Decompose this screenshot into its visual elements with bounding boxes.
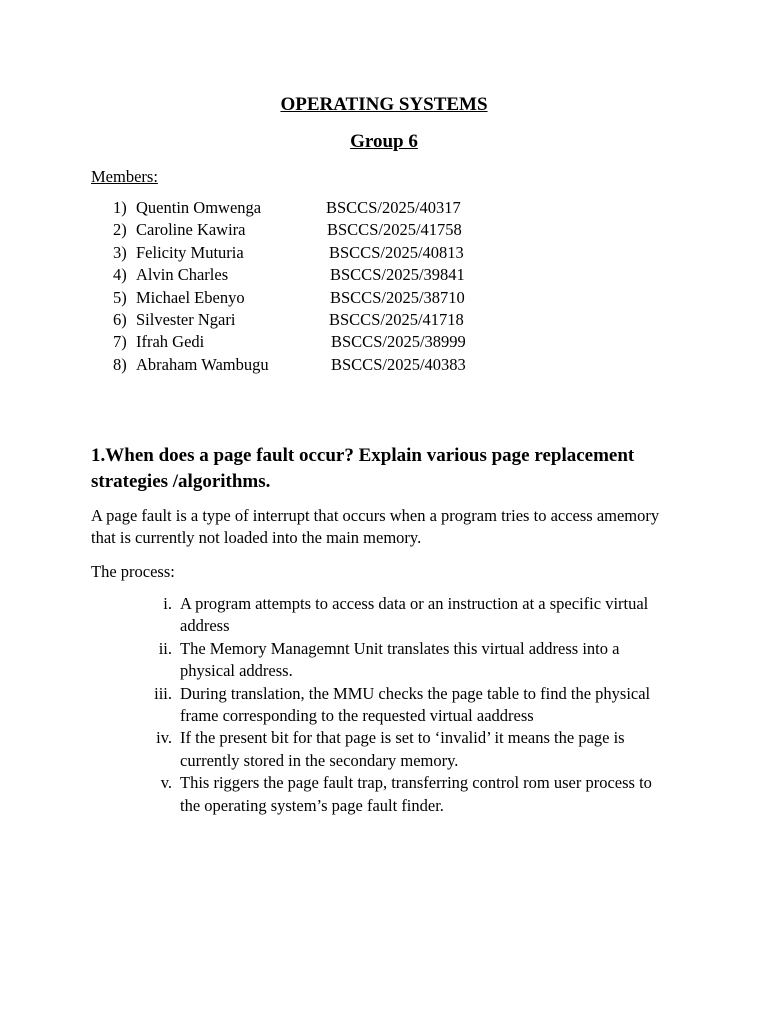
member-number: 6) (113, 309, 127, 329)
member-name: Abraham Wambugu (136, 354, 269, 374)
member-name: Michael Ebenyo (136, 287, 245, 307)
member-reg-number: BSCCS/2025/38710 (330, 287, 465, 307)
step-number: iii. (154, 683, 172, 703)
member-row (0, 243, 768, 265)
member-number: 8) (113, 354, 127, 374)
group-title: Group 6 (350, 131, 418, 152)
document-title: OPERATING SYSTEMS (280, 94, 488, 115)
step-number: v. (160, 773, 172, 793)
step-text: During translation, the MMU checks the page table to find the physical frame corresponding to the requested virtual aaddress (180, 683, 651, 726)
question-heading: 1.When does a page fault occur? Explain various page replacement strategies /algorithms. (91, 445, 635, 492)
step-text: A program attempts to access data or an instruction at a specific virtual address (180, 594, 649, 636)
member-number: 4) (113, 265, 127, 285)
member-row (0, 198, 768, 220)
member-number: 1) (113, 198, 127, 217)
process-step (0, 638, 768, 683)
member-name: Ifrah Gedi (136, 332, 205, 352)
process-step (0, 772, 768, 817)
member-number: 5) (113, 287, 127, 307)
member-reg-number: BSCCS/2025/40383 (331, 354, 466, 374)
member-reg-number: BSCCS/2025/40813 (329, 242, 464, 262)
member-row (0, 265, 768, 287)
member-name: Caroline Kawira (136, 220, 246, 240)
step-number: ii. (158, 638, 172, 658)
step-text: If the present bit for that page is set to ‘invalid’ it means the page is currently stored in the secondary memory. (180, 728, 625, 770)
member-row (0, 220, 768, 242)
process-label: The process: (91, 562, 175, 581)
process-step (0, 593, 768, 638)
process-steps-list (0, 593, 768, 817)
process-step (0, 683, 768, 728)
member-reg-number: BSCCS/2025/39841 (330, 265, 465, 285)
process-step (0, 727, 768, 772)
member-name: Silvester Ngari (136, 309, 236, 329)
member-reg-number: BSCCS/2025/38999 (331, 332, 466, 352)
member-reg-number: BSCCS/2025/41758 (327, 220, 462, 240)
definition-paragraph: A page fault is a type of interrupt that occurs when a program tries to access amemory that is currently not loaded into the main memory. (91, 506, 660, 548)
member-row (0, 310, 768, 332)
members-label: Members: (91, 167, 158, 186)
members-list (0, 198, 768, 377)
step-number: iv. (156, 728, 172, 748)
member-number: 3) (113, 242, 127, 262)
member-number: 2) (113, 220, 127, 240)
member-reg-number: BSCCS/2025/41718 (329, 309, 464, 329)
member-row (0, 355, 768, 377)
step-text: The Memory Managemnt Unit translates this virtual address into a physical address. (180, 638, 620, 681)
member-row (0, 288, 768, 310)
member-row (0, 332, 768, 354)
member-reg-number: BSCCS/2025/40317 (326, 198, 461, 217)
member-name: Felicity Muturia (136, 242, 244, 262)
member-name: Quentin Omwenga (136, 198, 262, 217)
member-number: 7) (113, 332, 127, 352)
step-number: i. (163, 594, 172, 613)
step-text: This riggers the page fault trap, transferring control rom user process to the operating system’s page fault finder. (180, 773, 652, 815)
member-name: Alvin Charles (136, 265, 229, 285)
